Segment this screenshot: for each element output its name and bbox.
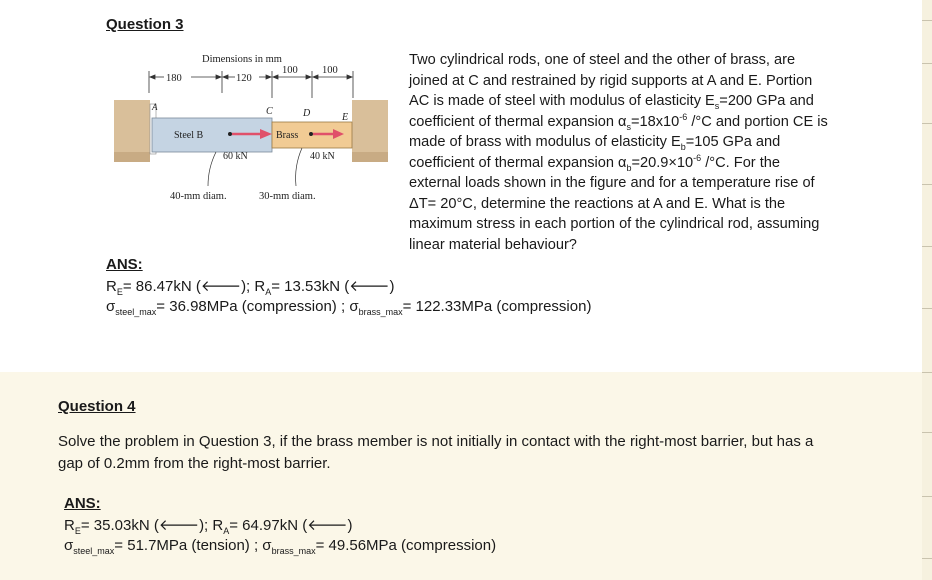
left-support-base [114,152,150,162]
dim-120: 120 [236,73,252,84]
rod-figure [112,48,402,208]
dim-180: 180 [166,73,182,84]
margin-tick [922,308,932,309]
dim-100-cd: 100 [282,65,298,76]
load-60kn: 60 kN [223,151,248,162]
diam-40mm: 40-mm diam. [170,191,227,202]
question4-title: Question 4 [58,398,136,415]
question3-problem-text: Two cylindrical rods, one of steel and the other of brass, are joined at C and restrained by rigid supports at A and E. Portion AC is made of steel with modulus of elasticity $E_s=200$ GPa and coefficient of thermal expansion $\alpha_s=18x10^{-6}$ /°C and portion CE is made of brass with modulus of elasticity $E_b=105$ GPa and coefficient of thermal expansion $\alpha_b=20.9\times 10^{-6}$ /°C. For the external loads shown in the figure and for a temperature rise of ΔT= 20°C, determine the reactions at A and E. What is the maximum stress in each portion of the cylindrical rod, assuming linear material behaviour? [409,52,828,253]
question3-reactions: $R_E= 86.47kN$ (🡐); $R_A= 13.53kN$ (🡐) [106,278,395,297]
label-c: C [266,106,273,117]
label-e: E [342,112,349,123]
dimensions-label: Dimensions in mm [202,54,282,65]
question4-stresses: $\sigma_{steel\_max}= 51.7MPa$ (tension) ; $\sigma_{brass\_max}= 49.56MPa$ (compression) [64,537,497,556]
margin-tick [922,496,932,497]
question4-ans-label: ANS: [64,495,101,512]
margin-tick [922,432,932,433]
margin-tick [922,246,932,247]
brass-label: Brass [276,130,299,141]
point-d [309,132,313,136]
load-40kn: 40 kN [310,151,335,162]
point-b [228,132,232,136]
label-a: A [152,102,158,112]
question3-ans-label: ANS: [106,256,143,273]
right-margin [922,0,932,580]
diam-30mm: 30-mm diam. [259,191,316,202]
question3-stresses: $\sigma_{steel\_max}= 36.98MPa$ (compression) ; $\sigma_{brass\_max}= 122.33MPa$ (compression) [106,298,592,317]
margin-tick [922,558,932,559]
margin-tick [922,63,932,64]
dim-100-de: 100 [322,65,338,76]
steel-label: Steel B [174,130,204,141]
margin-tick [922,20,932,21]
margin-tick [922,123,932,124]
margin-tick [922,184,932,185]
label-d: D [303,108,311,119]
question3-title: Question 3 [106,16,184,33]
right-support-base [352,152,388,162]
margin-tick [922,372,932,373]
question4-text: Solve the problem in Question 3, if the brass member is not initially in contact with the right-most barrier, but has a gap of 0.2mm from the right-most barrier. [58,433,814,472]
question4-reactions: $R_E= 35.03kN$ (🡐); $R_A= 64.97kN$ (🡐) [64,517,353,536]
